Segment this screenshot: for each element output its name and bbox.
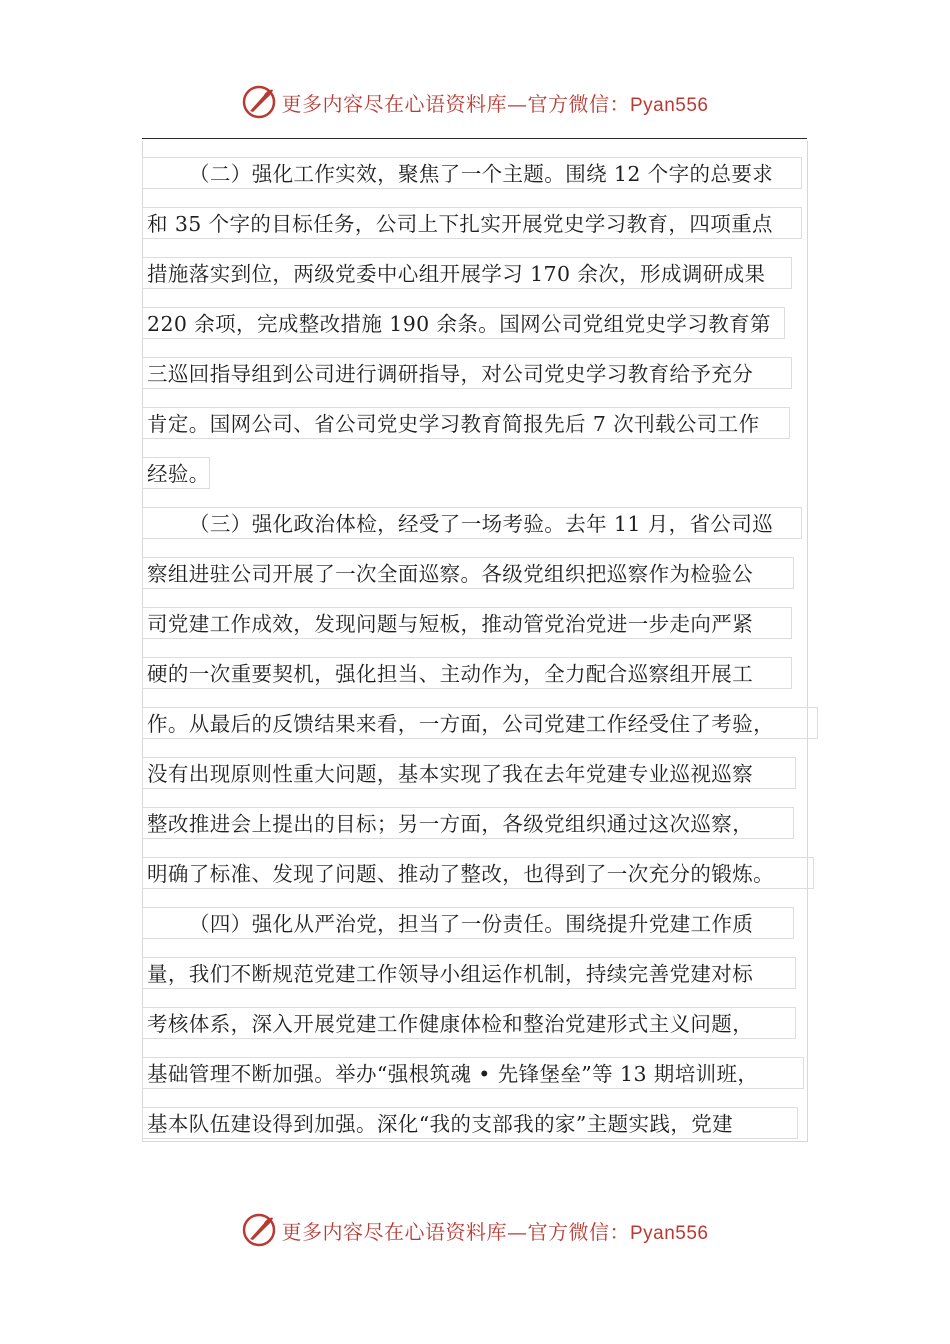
text-line: 考核体系，深入开展党建工作健康体检和整治党建形式主义问题，	[142, 1007, 796, 1039]
text-line: 肯定。国网公司、省公司党史学习教育简报先后 7 次刊载公司工作	[142, 407, 790, 439]
text-line: 作。从最后的反馈结果来看，一方面，公司党建工作经受住了考验，	[142, 707, 818, 739]
text-line: 三巡回指导组到公司进行调研指导，对公司党史学习教育给予充分	[142, 357, 792, 389]
text-line: 司党建工作成效，发现问题与短板，推动管党治党进一步走向严紧	[142, 607, 792, 639]
text-line: 措施落实到位，两级党委中心组开展学习 170 余次，形成调研成果	[142, 257, 792, 289]
text-line: （三）强化政治体检，经受了一场考验。去年 11 月，省公司巡	[142, 507, 802, 539]
text-line: 220 余项，完成整改措施 190 余条。国网公司党组党史学习教育第	[142, 307, 785, 339]
quill-logo-icon	[241, 1212, 277, 1248]
text-line: 整改推进会上提出的目标；另一方面，各级党组织通过这次巡察，	[142, 807, 794, 839]
text-line: （二）强化工作实效，聚焦了一个主题。围绕 12 个字的总要求	[142, 157, 802, 189]
footer-banner-text: 更多内容尽在心语资料库—官方微信：Pyan556	[281, 1219, 709, 1244]
quill-logo-icon	[241, 84, 277, 120]
wechat-id: Pyan556	[629, 94, 709, 116]
footer-banner	[0, 1210, 950, 1250]
text-line: （四）强化从严治党，担当了一份责任。围绕提升党建工作质	[142, 907, 794, 939]
text-frame	[142, 141, 808, 1142]
text-line: 没有出现原则性重大问题，基本实现了我在去年党建专业巡视巡察	[142, 757, 796, 789]
text-line: 明确了标准、发现了问题、推动了整改，也得到了一次充分的锻炼。	[142, 857, 814, 889]
text-line: 量，我们不断规范党建工作领导小组运作机制，持续完善党建对标	[142, 957, 796, 989]
text-line: 经验。	[142, 457, 210, 489]
text-line: 基础管理不断加强。举办“强根筑魂 • 先锋堡垒”等 13 期培训班，	[142, 1057, 804, 1089]
text-line: 和 35 个字的目标任务，公司上下扎实开展党史学习教育，四项重点	[142, 207, 802, 239]
header-banner-text: 更多内容尽在心语资料库—官方微信：Pyan556	[281, 91, 709, 116]
wechat-id: Pyan556	[629, 1222, 709, 1244]
text-line: 察组进驻公司开展了一次全面巡察。各级党组织把巡察作为检验公	[142, 557, 794, 589]
text-line: 基本队伍建设得到加强。深化“我的支部我的家”主题实践，党建	[142, 1107, 798, 1139]
text-line: 硬的一次重要契机，强化担当、主动作为，全力配合巡察组开展工	[142, 657, 792, 689]
header-rule	[142, 138, 807, 139]
header-banner	[0, 82, 950, 122]
